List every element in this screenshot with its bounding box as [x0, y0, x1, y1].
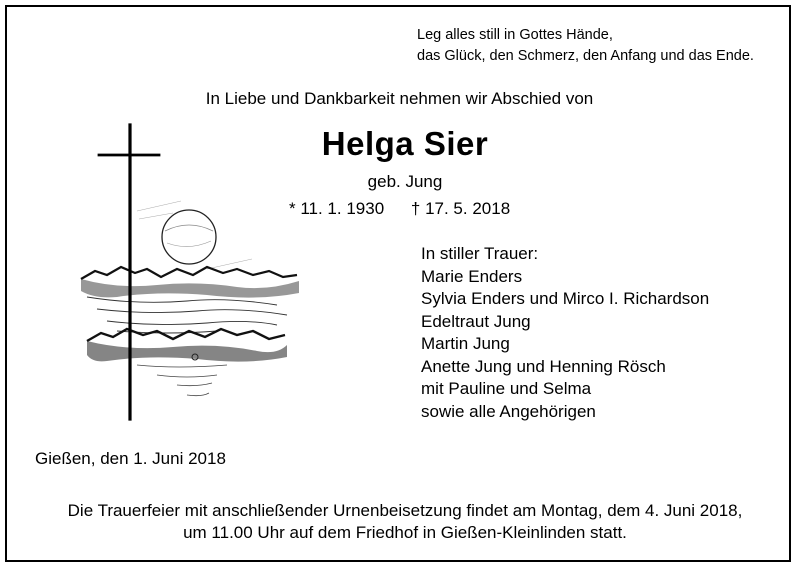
mourners-heading: In stiller Trauer:: [421, 244, 539, 263]
deceased-name: Helga Sier: [321, 125, 489, 162]
cross-icon: [99, 125, 159, 419]
death-date: † 17. 5. 2018: [410, 199, 511, 218]
life-dates: [289, 199, 510, 219]
place-and-date: Gießen, den 1. Juni 2018: [35, 449, 226, 468]
maiden-name: geb. Jung: [367, 172, 443, 191]
obituary-notice: [5, 5, 791, 562]
mourner-name: Marie Enders: [421, 266, 523, 286]
birth-date: * 11. 1. 1930: [289, 199, 385, 218]
mourner-name: Sylvia Enders und Mirco I. Richardson: [421, 289, 710, 308]
ceremony-info: [7, 500, 800, 544]
mourner-name: Martin Jung: [421, 334, 510, 353]
mourner-name: mit Pauline und Selma: [421, 379, 592, 398]
mourner-name: Edeltraut Jung: [421, 311, 531, 331]
mourners-list: [421, 243, 709, 423]
verse-line-2: das Glück, den Schmerz, den Anfang und das Ende.: [417, 48, 754, 64]
cross-landscape-illustration: [77, 119, 307, 424]
intro-text: In Liebe und Dankbarkeit nehmen wir Abschied von: [205, 89, 594, 108]
sun-icon: [162, 210, 216, 264]
ceremony-line-2: um 11.00 Uhr auf dem Friedhof in Gießen-Kleinlinden statt.: [183, 523, 627, 542]
mourner-name: Anette Jung und Henning Rösch: [421, 356, 666, 376]
mourner-name: sowie alle Angehörigen: [421, 401, 596, 421]
ceremony-line-1: Die Trauerfeier mit anschließender Urnenbeisetzung findet am Montag, dem 4. Juni 2018,: [67, 501, 743, 520]
verse-line-1: Leg alles still in Gottes Hände,: [417, 27, 613, 43]
verse: [417, 25, 754, 67]
